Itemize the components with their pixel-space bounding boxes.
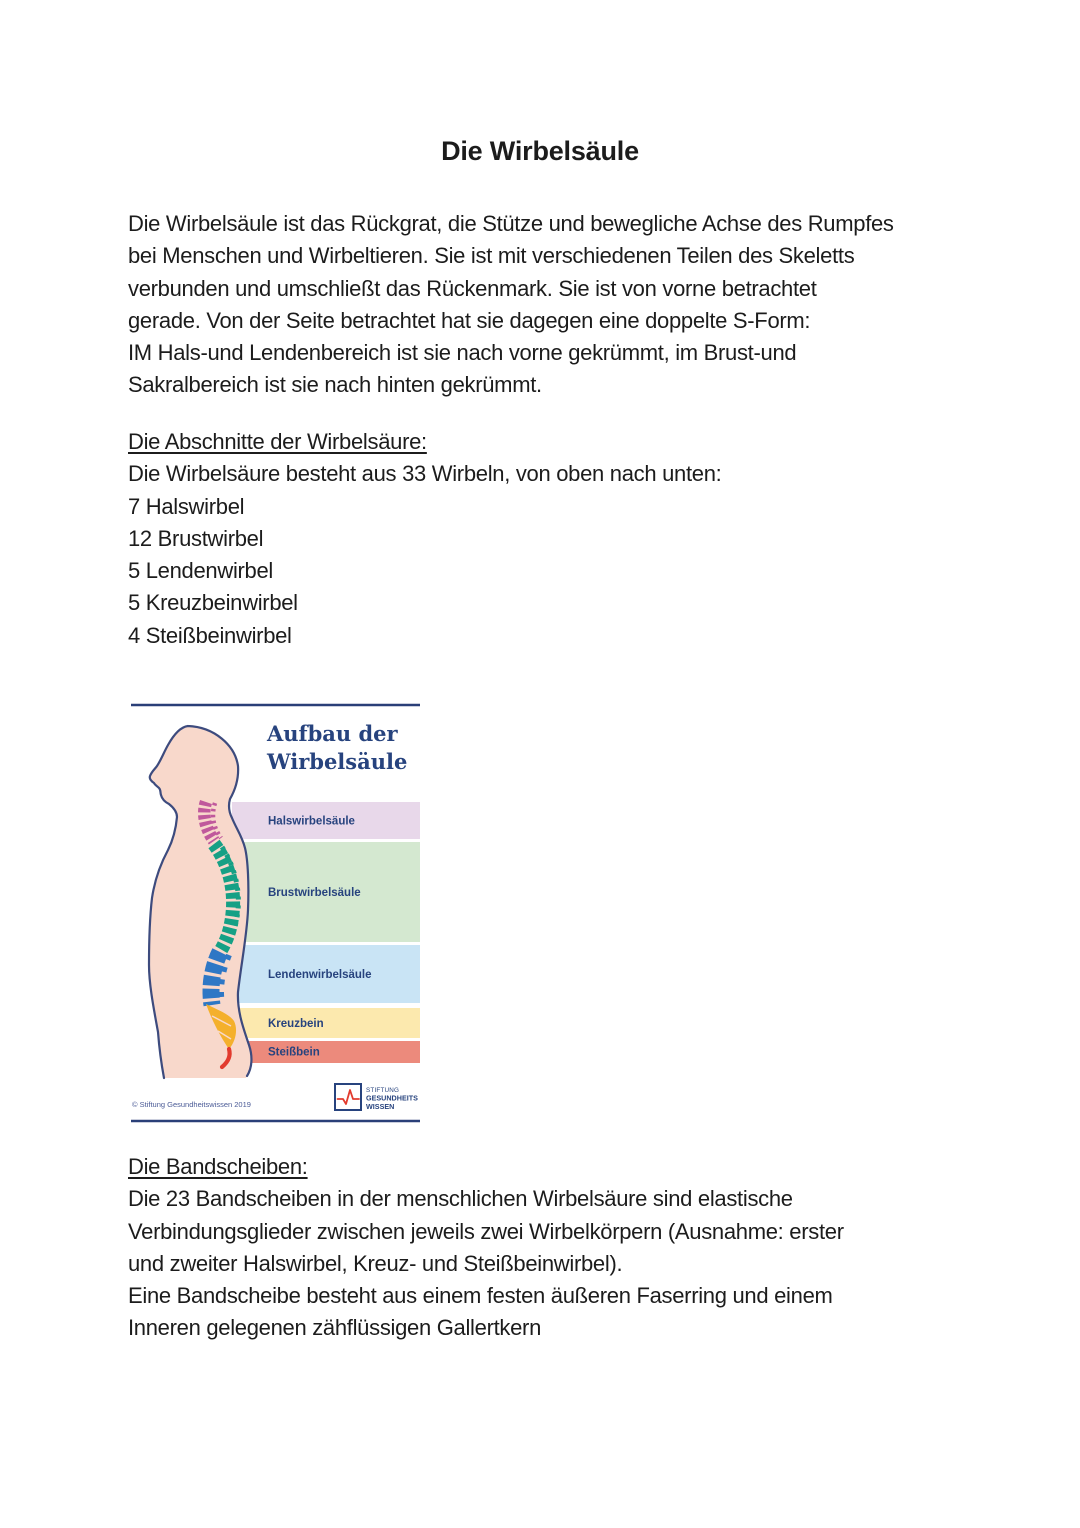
intro-line: verbunden und umschließt das Rückenmark. Sie ist von vorne betrachtet — [128, 275, 817, 301]
intro-paragraph — [128, 208, 973, 402]
intro-line: IM Hals-und Lendenbereich ist sie nach vorne gekrümmt, im Brust-und — [128, 340, 797, 366]
intro-line: Sakralbereich ist sie nach hinten gekrümmt. — [128, 372, 542, 398]
logo-text-stiftung: STIFTUNG — [366, 1087, 400, 1094]
section-bandscheiben — [128, 1151, 973, 1345]
page-title: Die Wirbelsäule — [441, 136, 639, 166]
intro-line: bei Menschen und Wirbeltieren. Sie ist mit verschiedenen Teilen des Skeletts — [128, 243, 855, 269]
list-item-halswirbel: 7 Halswirbel — [128, 493, 245, 519]
label-halswirbelsaeule: Halswirbelsäule — [268, 815, 355, 828]
spine-region-bands — [232, 802, 420, 1063]
section-line: Eine Bandscheibe besteht aus einem festen äußeren Faserring und einem — [128, 1283, 833, 1309]
band-kreuzbein — [232, 1008, 420, 1038]
section-abschnitte — [128, 426, 973, 652]
intro-line: Die Wirbelsäule ist das Rückgrat, die Stütze und bewegliche Achse des Rumpfes — [128, 211, 894, 236]
label-steissbein: Steißbein — [268, 1046, 320, 1059]
label-brustwirbelsaeule: Brustwirbelsäule — [268, 887, 361, 899]
logo-text-gesundheits: GESUNDHEITS — [366, 1093, 418, 1103]
list-item-kreuzbeinwirbel: 5 Kreuzbeinwirbel — [128, 590, 298, 616]
infographic-title-line1: Aufbau der — [267, 721, 398, 746]
section-line: Die 23 Bandscheiben in der menschlichen Wirbelsäure sind elastische — [128, 1186, 793, 1212]
stiftung-gesundheitswissen-logo — [335, 1084, 418, 1111]
section-line: Verbindungsglieder zwischen jeweils zwei Wirbelkörpern (Ausnahme: erster — [128, 1218, 844, 1244]
section-line: und zweiter Halswirbel, Kreuz- und Steißbeinwirbel). — [128, 1250, 623, 1276]
section-heading-bandscheiben: Die Bandscheiben: — [128, 1154, 308, 1179]
logo-text-wissen: WISSEN — [366, 1102, 395, 1111]
infographic-title — [266, 721, 407, 774]
spine-infographic — [128, 700, 422, 1125]
label-kreuzbein: Kreuzbein — [268, 1018, 324, 1030]
section-line: Inneren gelegenen zähflüssigen Gallertkern — [128, 1315, 542, 1341]
infographic-copyright: © Stiftung Gesundheitswissen 2019 — [132, 1100, 251, 1109]
infographic-title-line2: Wirbelsäule — [267, 749, 408, 774]
list-item-steissbeinwirbel: 4 Steißbeinwirbel — [128, 622, 292, 648]
label-lendenwirbelsaeule: Lendenwirbelsäule — [268, 969, 372, 981]
list-item-brustwirbel: 12 Brustwirbel — [128, 525, 264, 551]
band-steissbein — [232, 1041, 420, 1063]
list-item-lendenwirbel: 5 Lendenwirbel — [128, 558, 274, 584]
section-heading-abschnitte: Die Abschnitte der Wirbelsäure: — [128, 429, 427, 454]
section-line: Die Wirbelsäure besteht aus 33 Wirbeln, von oben nach unten: — [128, 461, 722, 487]
intro-line: gerade. Von der Seite betrachtet hat sie dagegen eine doppelte S-Form: — [128, 307, 811, 333]
